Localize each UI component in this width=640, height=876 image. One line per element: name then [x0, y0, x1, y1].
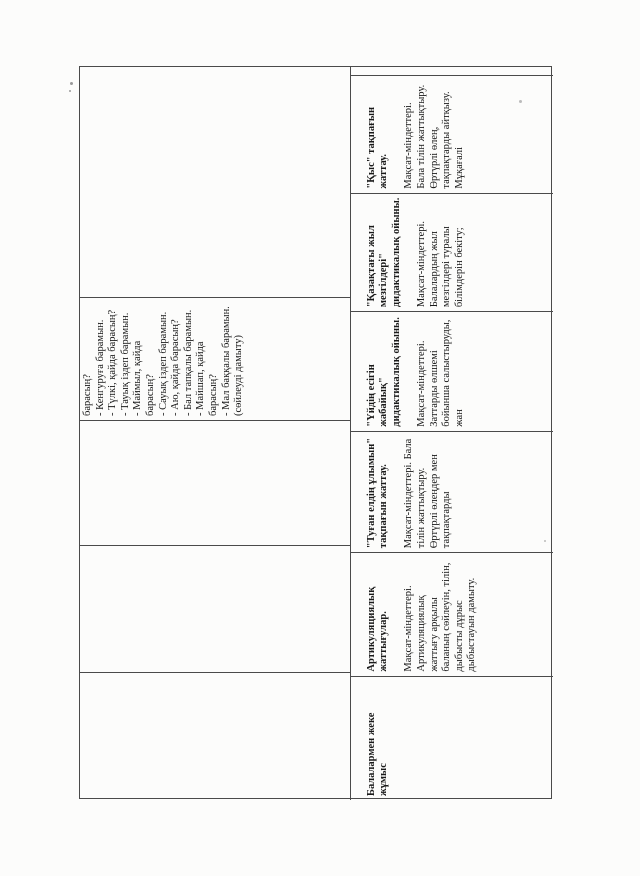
blank-cell: [80, 673, 350, 800]
activity-body: Мақсат-міндеттері. Артикуляциялық жаттығу арқылы баланың сөйлеуін, тілін, дыбысты дұрыс дыбыстауын дамыту.: [403, 562, 478, 672]
previous-game-cell: [80, 298, 350, 421]
activity-body: Мақсат-міндеттері. Бала тілін жаттықтыру. Өртүрлі өлең, тақпақтарды айтқызу. Мұқағалі: [403, 84, 465, 189]
scan-speck: [70, 82, 73, 85]
activity-title: "Қыс" тақпағын жаттау.: [365, 106, 390, 189]
blank-cell: [80, 546, 350, 673]
row-label: Балалармен жеке жұмыс: [365, 712, 390, 796]
row-label-cell: [351, 677, 553, 800]
table-row-individual-work: [350, 67, 553, 800]
plan-table-rotated: [80, 67, 553, 800]
blank-cell: [351, 67, 553, 76]
activity-title: "Үйдің есігін жабайық" дидактикалық ойыны.: [365, 317, 402, 427]
activity-title: "Туған елдің ұлымын" тақпағын жаттау.: [365, 437, 390, 549]
blank-cell: [80, 67, 350, 298]
activity-cell: [351, 76, 553, 194]
activity-title: Артикуляциялық жаттығулар.: [365, 586, 390, 672]
activity-body: Мақсат-міндеттері. Балалардың жыл мезгілдері туралы білімдерін бекіту;: [415, 220, 465, 308]
activity-cell: [351, 553, 553, 676]
activity-cell: [351, 432, 553, 553]
activity-cell: [351, 312, 553, 432]
activity-body: Мақсат-міндеттері. Бала тілін жаттықтыру. Өртүрлі өлеңдер мен тақпақтарды: [403, 438, 453, 549]
activity-body: Мақсат-міндеттері. Заттарды өлшемі бойынша салыстыруды, жан: [415, 319, 465, 427]
previous-game-text: барасың? - Кенгуруға барамын. - Түлкі, қайда барасың? - Тауық іздеп барамын. - Маймыл, қайда барасың? - Сауық іздеп барамын. - Аю, қайда барасың? - Бал тапқалы барамын. - Майшап, қайда барасың? - Мал баққалы барамын. (сөйлеуді дамыту): [82, 306, 245, 416]
table-row-top: [80, 67, 350, 800]
activity-cell: [351, 194, 553, 313]
blank-cell: [80, 421, 350, 546]
activity-title: "Қазақтағы жыл мезгілдері" дидактикалық ойыны.: [365, 197, 402, 308]
plan-table: [79, 66, 552, 799]
scan-speck: [69, 90, 71, 92]
